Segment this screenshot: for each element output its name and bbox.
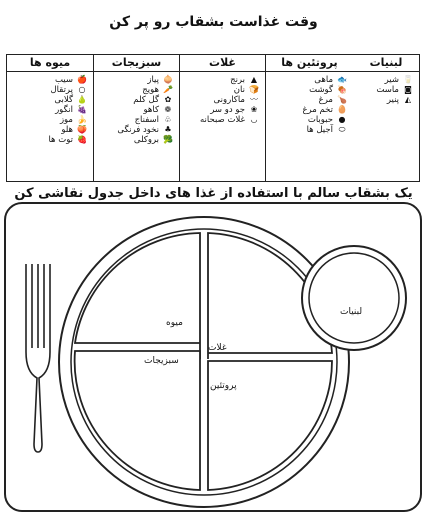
dairy-section[interactable]: [309, 253, 399, 343]
item-label: گل کلم: [133, 95, 159, 105]
list-item: [98, 115, 173, 125]
list-item: [11, 75, 87, 85]
list-item: [357, 75, 413, 85]
column-header: پروتئین ها: [266, 55, 353, 72]
nuts-icon: ⬭: [338, 125, 346, 134]
list-item: [357, 95, 413, 105]
onion-icon: 🧅: [163, 75, 173, 84]
item-label: گوشت: [309, 85, 333, 95]
instruction-text: یک بشقاب سالم با استفاده از غذا های داخل جدول نقاشی کن: [14, 186, 413, 201]
list-item: [270, 75, 347, 85]
cereal-icon: ◡: [250, 115, 258, 124]
item-label: تخم مرغ: [302, 105, 333, 115]
dairy-column: [353, 55, 419, 181]
peas-icon: ♣: [164, 125, 172, 134]
broccoli-icon: 🥦: [163, 135, 173, 144]
list-item: [184, 115, 259, 125]
list-item: [357, 85, 413, 95]
vegetables-column: [93, 55, 179, 181]
item-label: ماست: [376, 85, 399, 95]
list-item: [98, 135, 173, 145]
item-label: گلابی: [54, 95, 73, 105]
protein-column: [265, 55, 353, 181]
item-label: برنج: [230, 75, 245, 85]
bread-icon: 🍞: [249, 85, 259, 94]
list-item: [98, 95, 173, 105]
fruit-section[interactable]: [75, 233, 200, 359]
milk-icon: 🥛: [403, 75, 413, 84]
item-label: پیاز: [147, 75, 159, 85]
item-label: پرتقال: [50, 85, 73, 95]
list-item: [11, 105, 87, 115]
item-label: نخود فرنگی: [117, 125, 159, 135]
list-item: [270, 85, 347, 95]
item-label: بروکلی: [133, 135, 159, 145]
pasta-icon: 〰: [250, 95, 258, 104]
list-item: [11, 125, 87, 135]
item-label: جو دو سر: [210, 105, 245, 115]
list-item: [11, 135, 87, 145]
food-groups-table: [6, 54, 420, 182]
column-header: غلات: [180, 55, 265, 72]
item-label: هلو: [61, 125, 73, 135]
berries-icon: 🍓: [77, 135, 87, 144]
grains-column: [179, 55, 265, 181]
protein-label: پروتئین: [210, 381, 237, 391]
fruits-column: [7, 55, 93, 181]
item-label: موز: [59, 115, 73, 125]
page-title: وقت غذاست بشقاب رو پر کن: [109, 14, 318, 30]
item-label: شیر: [384, 75, 399, 85]
fruits-items: [7, 72, 93, 145]
plate-drawing: [4, 202, 422, 512]
pear-icon: 🍐: [77, 95, 87, 104]
item-label: مرغ: [318, 95, 333, 105]
carrot-icon: 🥕: [163, 85, 173, 94]
fish-icon: 🐟: [337, 75, 347, 84]
item-label: نان: [233, 85, 245, 95]
meat-icon: 🍖: [337, 85, 347, 94]
item-label: ماهی: [314, 75, 333, 85]
list-item: [184, 95, 259, 105]
cheese-icon: ◭: [404, 95, 412, 104]
grapes-icon: 🍇: [77, 105, 87, 114]
rice-icon: ▲: [250, 75, 258, 84]
lettuce-icon: ❁: [164, 105, 172, 114]
vegetables-section[interactable]: [75, 351, 200, 490]
list-item: [270, 105, 347, 115]
list-item: [98, 85, 173, 95]
vegetables-label: سبزیجات: [144, 356, 179, 366]
list-item: [11, 85, 87, 95]
apple-icon: 🍎: [77, 75, 87, 84]
grains-label: غلات: [208, 343, 227, 353]
list-item: [270, 95, 347, 105]
list-item: [11, 115, 87, 125]
list-item: [184, 85, 259, 95]
cauliflower-icon: ✿: [164, 95, 172, 104]
egg-icon: 🥚: [337, 105, 347, 114]
item-label: پنیر: [386, 95, 399, 105]
item-label: انگور: [55, 105, 73, 115]
fork-icon: [26, 264, 50, 452]
list-item: [270, 115, 347, 125]
item-label: حبوبات: [307, 115, 333, 125]
item-label: توت ها: [48, 135, 73, 145]
dairy-items: [353, 72, 419, 105]
list-item: [98, 105, 173, 115]
column-header: میوه ها: [7, 55, 93, 72]
chicken-icon: 🍗: [337, 95, 347, 104]
fruit-label: میوه: [166, 318, 183, 328]
grains-items: [180, 72, 265, 125]
spinach-icon: ♧: [164, 115, 172, 124]
protein-items: [266, 72, 353, 135]
beans-icon: ●: [338, 115, 346, 124]
column-header: سبزیجات: [94, 55, 179, 72]
list-item: [11, 95, 87, 105]
yogurt-icon: ◙: [404, 85, 412, 94]
item-label: کاهو: [143, 105, 159, 115]
peach-icon: 🍑: [77, 125, 87, 134]
list-item: [98, 75, 173, 85]
list-item: [184, 105, 259, 115]
item-label: آجیل ها: [306, 125, 333, 135]
banana-icon: 🍌: [77, 115, 87, 124]
item-label: هویج: [142, 85, 159, 95]
list-item: [270, 125, 347, 135]
oats-icon: ❀: [250, 105, 258, 114]
item-label: سیب: [54, 75, 73, 85]
column-header: لبنیات: [353, 55, 419, 72]
item-label: ماکارونی: [213, 95, 245, 105]
list-item: [98, 125, 173, 135]
vegetables-items: [94, 72, 179, 145]
dairy-label: لبنیات: [340, 307, 363, 317]
list-item: [184, 75, 259, 85]
orange-icon: ○: [78, 85, 86, 94]
item-label: غلات صبحانه: [199, 115, 245, 125]
item-label: اسفناج: [134, 115, 159, 125]
